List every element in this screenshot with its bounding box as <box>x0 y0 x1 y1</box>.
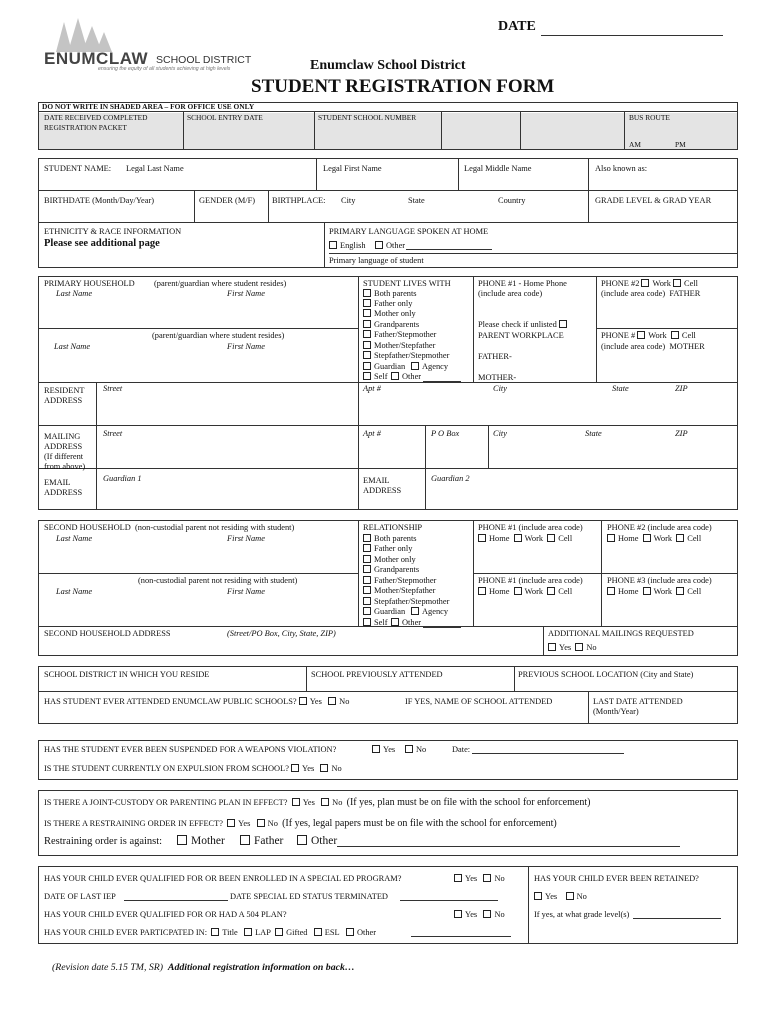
last-iep-label: DATE OF LAST IEP <box>44 892 116 901</box>
second-household-note-2: (non-custodial parent not residing with student) <box>138 576 298 585</box>
checkbox[interactable] <box>411 362 419 370</box>
retained-grade-label: If yes, at what grade level(s) <box>534 910 630 919</box>
checkbox[interactable] <box>363 576 371 584</box>
previous-school-label[interactable]: SCHOOL PREVIOUSLY ATTENDED <box>311 670 443 679</box>
second-household-label: SECOND HOUSEHOLD (non-custodial parent not residing with student) <box>44 523 295 532</box>
lives-with-father-stepmother[interactable]: Father/Stepmother <box>363 330 436 340</box>
sped-terminated-label: DATE SPECIAL ED STATUS TERMINATED <box>230 892 388 901</box>
resident-city-field[interactable]: City <box>493 384 507 393</box>
mailing-from-above: from above) <box>44 462 86 471</box>
cell-checkbox[interactable] <box>676 587 684 595</box>
resident-zip-field[interactable]: ZIP <box>675 384 688 393</box>
checkbox[interactable] <box>363 565 371 573</box>
form-title: STUDENT REGISTRATION FORM <box>251 76 555 97</box>
birthdate-label[interactable]: BIRTHDATE (Month/Day/Year) <box>44 196 155 205</box>
legal-first-name-label[interactable]: Legal First Name <box>323 164 382 173</box>
home-checkbox[interactable] <box>607 534 615 542</box>
checkbox[interactable] <box>363 330 371 338</box>
checkbox[interactable] <box>363 341 371 349</box>
rel-grandparents[interactable]: Grandparents <box>363 565 419 575</box>
rel-self[interactable]: Self <box>363 618 388 628</box>
plan504-options[interactable]: Yes No <box>454 910 505 920</box>
rel-mother[interactable]: Mother only <box>363 555 416 565</box>
sped-terminated-line[interactable] <box>400 900 498 901</box>
weapons-yes-option[interactable]: Yes <box>372 745 395 755</box>
sped-question: HAS YOUR CHILD EVER QUALIFIED FOR OR BEEN ENROLLED IN A SPECIAL ED PROGRAM? <box>44 874 402 883</box>
second-phone1-types[interactable]: Home Work Cell <box>478 534 572 544</box>
checkbox[interactable] <box>363 597 371 605</box>
second-parent1-first[interactable]: First Name <box>227 534 265 543</box>
phone-mother-row: PHONE # Work Cell <box>601 331 696 340</box>
phone1-label: PHONE #1 - Home Phone <box>478 279 567 288</box>
second-address-label: SECOND HOUSEHOLD ADDRESS <box>44 629 171 638</box>
checkbox[interactable] <box>363 534 371 542</box>
retained-yes-checkbox[interactable] <box>534 892 542 900</box>
weapons-no-option[interactable]: No <box>405 745 426 755</box>
mother-workplace-label[interactable]: MOTHER- <box>478 373 517 382</box>
checkbox[interactable] <box>363 362 371 370</box>
legal-middle-name-label[interactable]: Legal Middle Name <box>464 164 532 173</box>
lives-with-mother-stepfather[interactable]: Mother/Stepfather <box>363 341 435 351</box>
sped-no-checkbox[interactable] <box>483 874 491 882</box>
mailing-city-field[interactable]: City <box>493 429 507 438</box>
restraining-yes-checkbox[interactable] <box>227 819 235 827</box>
title-checkbox[interactable] <box>211 928 219 936</box>
rel-father-stepmother[interactable]: Father/Stepmother <box>363 576 436 586</box>
mailing-address-label: ADDRESS <box>44 442 83 451</box>
checkbox[interactable] <box>363 586 371 594</box>
lives-with-label: STUDENT LIVES WITH <box>363 279 451 288</box>
lives-with-mother[interactable]: Mother only <box>363 309 416 319</box>
primary-language-label: PRIMARY LANGUAGE SPOKEN AT HOME <box>329 227 489 236</box>
rel-guardian[interactable]: Guardian <box>363 607 405 617</box>
second-phone1b-types[interactable]: Home Work Cell <box>478 587 572 597</box>
second-address-hint[interactable]: (Street/PO Box, City, State, ZIP) <box>227 629 336 638</box>
work-checkbox[interactable] <box>514 534 522 542</box>
lives-with-stepparents[interactable]: Stepfather/Stepmother <box>363 351 449 361</box>
school-attended-name-label[interactable]: IF YES, NAME OF SCHOOL ATTENDED <box>405 697 553 706</box>
sped-options[interactable]: Yes No <box>454 874 505 884</box>
checkbox[interactable] <box>363 351 371 359</box>
phone-mother-area[interactable]: (include area code) MOTHER <box>601 342 705 351</box>
rel-agency[interactable]: Agency <box>411 607 448 617</box>
resident-street-field[interactable]: Street <box>103 384 123 393</box>
checkbox[interactable] <box>363 607 371 615</box>
district-name: Enumclaw School District <box>310 58 466 73</box>
gender-label[interactable]: GENDER (M/F) <box>199 196 256 205</box>
packet-label: REGISTRATION PACKET <box>44 123 127 132</box>
mailing-street-field[interactable]: Street <box>103 429 123 438</box>
restraining-order-question: IS THERE A RESTRAINING ORDER IN EFFECT? Yes No (If yes, legal papers must be on file with the school for enforcement) <box>44 818 557 829</box>
lives-with-other[interactable]: Other <box>391 372 421 382</box>
mailing-zip-field[interactable]: ZIP <box>675 429 688 438</box>
second-parent2-last[interactable]: Last Name <box>56 587 93 596</box>
mailing-if-different: (If different <box>44 452 84 461</box>
phone2-father-row: PHONE #2 Work Cell <box>601 279 698 288</box>
retained-question: HAS YOUR CHILD EVER BEEN RETAINED? <box>534 874 699 883</box>
guardian2-email-field[interactable]: Guardian 2 <box>431 474 470 483</box>
previous-location-label[interactable]: PREVIOUS SCHOOL LOCATION (City and State) <box>518 670 694 679</box>
cell-checkbox[interactable] <box>547 534 555 542</box>
father-workplace-label[interactable]: FATHER- <box>478 352 512 361</box>
second-phone2-label: PHONE #2 (include area code) <box>607 523 712 532</box>
primary-language-student-label[interactable]: Primary language of student <box>329 256 424 265</box>
mailing-apt-field[interactable]: Apt # <box>363 429 381 438</box>
bus-route-label: BUS ROUTE <box>629 113 670 122</box>
resident-state-field[interactable]: State <box>612 384 629 393</box>
esl-checkbox[interactable] <box>314 928 322 936</box>
parent1-last-name-label[interactable]: Last Name <box>56 289 93 298</box>
other-program-line[interactable] <box>411 936 511 937</box>
legal-last-name-label[interactable]: Legal Last Name <box>126 164 184 173</box>
checkbox[interactable] <box>363 555 371 563</box>
other-language-checkbox[interactable] <box>375 241 383 249</box>
second-phone3-label: PHONE #3 (include area code) <box>607 576 712 585</box>
parent2-last-name-label[interactable]: Last Name <box>54 342 91 351</box>
district-reside-label[interactable]: SCHOOL DISTRICT IN WHICH YOU RESIDE <box>44 670 210 679</box>
pm-label: PM <box>675 140 686 149</box>
gifted-checkbox[interactable] <box>275 928 283 936</box>
second-phone1-label: PHONE #1 (include area code) <box>478 523 583 532</box>
retained-no-checkbox[interactable] <box>566 892 574 900</box>
checkbox[interactable] <box>391 618 399 626</box>
parent2-first-name-label[interactable]: First Name <box>227 342 265 351</box>
date-label: DATE <box>498 19 536 34</box>
student-name-label: STUDENT NAME: <box>44 164 112 173</box>
second-phone2-types[interactable]: Home Work Cell <box>607 534 701 544</box>
against-father-checkbox[interactable] <box>240 835 250 845</box>
birthplace-city-label[interactable]: City <box>341 196 356 205</box>
participated-question: HAS YOUR CHILD EVER PARTICPATED IN: Title LAP Gifted ESL Other <box>44 928 377 937</box>
sped-yes-checkbox[interactable] <box>454 874 462 882</box>
weapons-no-checkbox[interactable] <box>405 745 413 753</box>
retained-options[interactable]: Yes No <box>534 892 587 902</box>
mailings-yes-checkbox[interactable] <box>548 643 556 651</box>
parent1-first-name-label[interactable]: First Name <box>227 289 265 298</box>
restraining-against-label: Restraining order is against: <box>44 836 163 847</box>
mother-cell-checkbox[interactable] <box>671 331 679 339</box>
office-notice: DO NOT WRITE IN SHADED AREA – FOR OFFICE USE ONLY <box>42 102 255 111</box>
second-phone3-types[interactable]: Home Work Cell <box>607 587 701 597</box>
against-other-option[interactable]: Other <box>297 835 337 848</box>
lives-with-father[interactable]: Father only <box>363 299 412 309</box>
birthplace-state-label[interactable]: State <box>408 196 425 205</box>
home-checkbox[interactable] <box>478 534 486 542</box>
additional-mailings-options[interactable]: Yes No <box>548 643 597 653</box>
parent-workplace-label: PARENT WORKPLACE <box>478 331 564 340</box>
aka-label[interactable]: Also known as: <box>595 164 648 173</box>
work-checkbox[interactable] <box>514 587 522 595</box>
attended-no-checkbox[interactable] <box>328 697 336 705</box>
work-checkbox[interactable] <box>643 587 651 595</box>
checkbox[interactable] <box>411 607 419 615</box>
against-mother-option[interactable]: Mother <box>177 835 225 848</box>
attended-yes-checkbox[interactable] <box>299 697 307 705</box>
mailing-state-field[interactable]: State <box>585 429 602 438</box>
last-date-attended-label[interactable]: LAST DATE ATTENDED <box>593 697 683 706</box>
district-logo <box>38 16 268 76</box>
weapons-suspension-question: HAS THE STUDENT EVER BEEN SUSPENDED FOR A WEAPONS VIOLATION? <box>44 745 337 754</box>
english-checkbox[interactable] <box>329 241 337 249</box>
rel-father[interactable]: Father only <box>363 544 412 554</box>
expulsion-no-checkbox[interactable] <box>320 764 328 772</box>
lives-with-grandparents[interactable]: Grandparents <box>363 320 419 330</box>
logo-tagline: ensuring the equity of all students achieving at high levels <box>98 66 231 72</box>
checkbox[interactable] <box>391 372 399 380</box>
checkbox[interactable] <box>363 544 371 552</box>
expulsion-yes-checkbox[interactable] <box>291 764 299 772</box>
home-checkbox[interactable] <box>478 587 486 595</box>
suspension-date-line[interactable] <box>472 753 624 754</box>
unlisted-option[interactable]: Please check if unlisted <box>478 320 570 330</box>
language-english-option[interactable]: English <box>329 241 366 251</box>
lap-checkbox[interactable] <box>244 928 252 936</box>
cell-checkbox[interactable] <box>676 534 684 542</box>
second-parent2-first[interactable]: First Name <box>227 587 265 596</box>
home-checkbox[interactable] <box>607 587 615 595</box>
mother-work-checkbox[interactable] <box>637 331 645 339</box>
resident-address-label: ADDRESS <box>44 396 83 405</box>
rel-other[interactable]: Other <box>391 618 421 628</box>
checkbox[interactable] <box>363 372 371 380</box>
primary-household-label: PRIMARY HOUSEHOLD <box>44 279 135 288</box>
plan504-no-checkbox[interactable] <box>483 910 491 918</box>
logo-sub: SCHOOL DISTRICT <box>156 54 252 66</box>
checkbox[interactable] <box>363 618 371 626</box>
primary-household-note-2: (parent/guardian where student resides) <box>152 331 285 340</box>
rel-both[interactable]: Both parents <box>363 534 417 544</box>
footer-note: (Revision date 5.15 TM, SR) Additional registration information on back… <box>52 962 355 973</box>
resident-label: RESIDENT <box>44 386 85 395</box>
mailings-no-checkbox[interactable] <box>575 643 583 651</box>
plan504-yes-checkbox[interactable] <box>454 910 462 918</box>
primary-household-note: (parent/guardian where student resides) <box>154 279 287 288</box>
additional-mailings-label: ADDITIONAL MAILINGS REQUESTED <box>548 629 694 638</box>
birthplace-label: BIRTHPLACE: <box>272 196 326 205</box>
mailing-pobox-field[interactable]: P O Box <box>431 429 460 438</box>
language-other-option[interactable]: Other <box>375 241 405 251</box>
second-parent1-last[interactable]: Last Name <box>56 534 93 543</box>
student-number-label: STUDENT SCHOOL NUMBER <box>318 113 417 122</box>
mailing-label: MAILING <box>44 432 81 441</box>
lives-with-agency[interactable]: Agency <box>411 362 448 372</box>
entry-date-label: SCHOOL ENTRY DATE <box>187 113 263 122</box>
against-other-line[interactable] <box>337 846 680 847</box>
unlisted-checkbox[interactable] <box>559 320 567 328</box>
lives-with-self[interactable]: Self <box>363 372 388 382</box>
resident-apt-field[interactable]: Apt # <box>363 384 381 393</box>
relationship-label: RELATIONSHIP <box>363 523 423 532</box>
see-additional-page: Please see additional page <box>44 238 160 249</box>
email-label-2: EMAIL <box>363 476 390 485</box>
ethnicity-label: ETHNICITY & RACE INFORMATION <box>44 227 182 236</box>
grade-level-label[interactable]: GRADE LEVEL & GRAD YEAR <box>595 196 712 205</box>
last-date-month-year: (Month/Year) <box>593 707 639 716</box>
lives-with-guardian[interactable]: Guardian <box>363 362 405 372</box>
checkbox[interactable] <box>363 289 371 297</box>
checkbox[interactable] <box>363 309 371 317</box>
against-other-checkbox[interactable] <box>297 835 307 845</box>
attended-enumclaw-question: HAS STUDENT EVER ATTENDED ENUMCLAW PUBLIC SCHOOLS? Yes No <box>44 697 350 706</box>
email-address-label-2: ADDRESS <box>363 486 402 495</box>
phone1-area-code[interactable]: (include area code) <box>478 289 543 298</box>
guardian1-email-field[interactable]: Guardian 1 <box>103 474 142 483</box>
phone2-father-area[interactable]: (include area code) FATHER <box>601 289 701 298</box>
lives-with-both[interactable]: Both parents <box>363 289 417 299</box>
logo-name: ENUMCLAW <box>44 49 149 68</box>
date-line[interactable] <box>541 35 723 36</box>
other-program-checkbox[interactable] <box>346 928 354 936</box>
work-checkbox[interactable] <box>643 534 651 542</box>
last-iep-line[interactable] <box>124 900 228 901</box>
father-work-checkbox[interactable] <box>641 279 649 287</box>
student-info-section <box>38 158 738 268</box>
plan504-question: HAS YOUR CHILD EVER QUALIFIED FOR OR HAD A 504 PLAN? <box>44 910 287 919</box>
checkbox[interactable] <box>363 320 371 328</box>
retained-grade-line[interactable] <box>633 918 721 919</box>
joint-no-checkbox[interactable] <box>321 798 329 806</box>
weapons-yes-checkbox[interactable] <box>372 745 380 753</box>
birthplace-country-label[interactable]: Country <box>498 196 526 205</box>
restraining-no-checkbox[interactable] <box>257 819 265 827</box>
rel-stepparents[interactable]: Stepfather/Stepmother <box>363 597 449 607</box>
father-cell-checkbox[interactable] <box>673 279 681 287</box>
against-mother-checkbox[interactable] <box>177 835 187 845</box>
joint-yes-checkbox[interactable] <box>292 798 300 806</box>
rel-mother-stepfather[interactable]: Mother/Stepfather <box>363 586 435 596</box>
joint-custody-question: IS THERE A JOINT-CUSTODY OR PARENTING PLAN IN EFFECT? Yes No (If yes, plan must be on file with the school for enforcement) <box>44 797 591 808</box>
email-address-label-1: ADDRESS <box>44 488 83 497</box>
against-father-option[interactable]: Father <box>240 835 283 848</box>
second-phone1b-label: PHONE #1 (include area code) <box>478 576 583 585</box>
am-label: AM <box>629 140 641 149</box>
checkbox[interactable] <box>363 299 371 307</box>
suspension-date-label: Date: <box>452 745 471 754</box>
cell-checkbox[interactable] <box>547 587 555 595</box>
email-label-1: EMAIL <box>44 478 71 487</box>
date-received-label: DATE RECEIVED COMPLETED <box>44 113 148 122</box>
expulsion-question: IS THE STUDENT CURRENTLY ON EXPULSION FROM SCHOOL? Yes No <box>44 764 342 773</box>
